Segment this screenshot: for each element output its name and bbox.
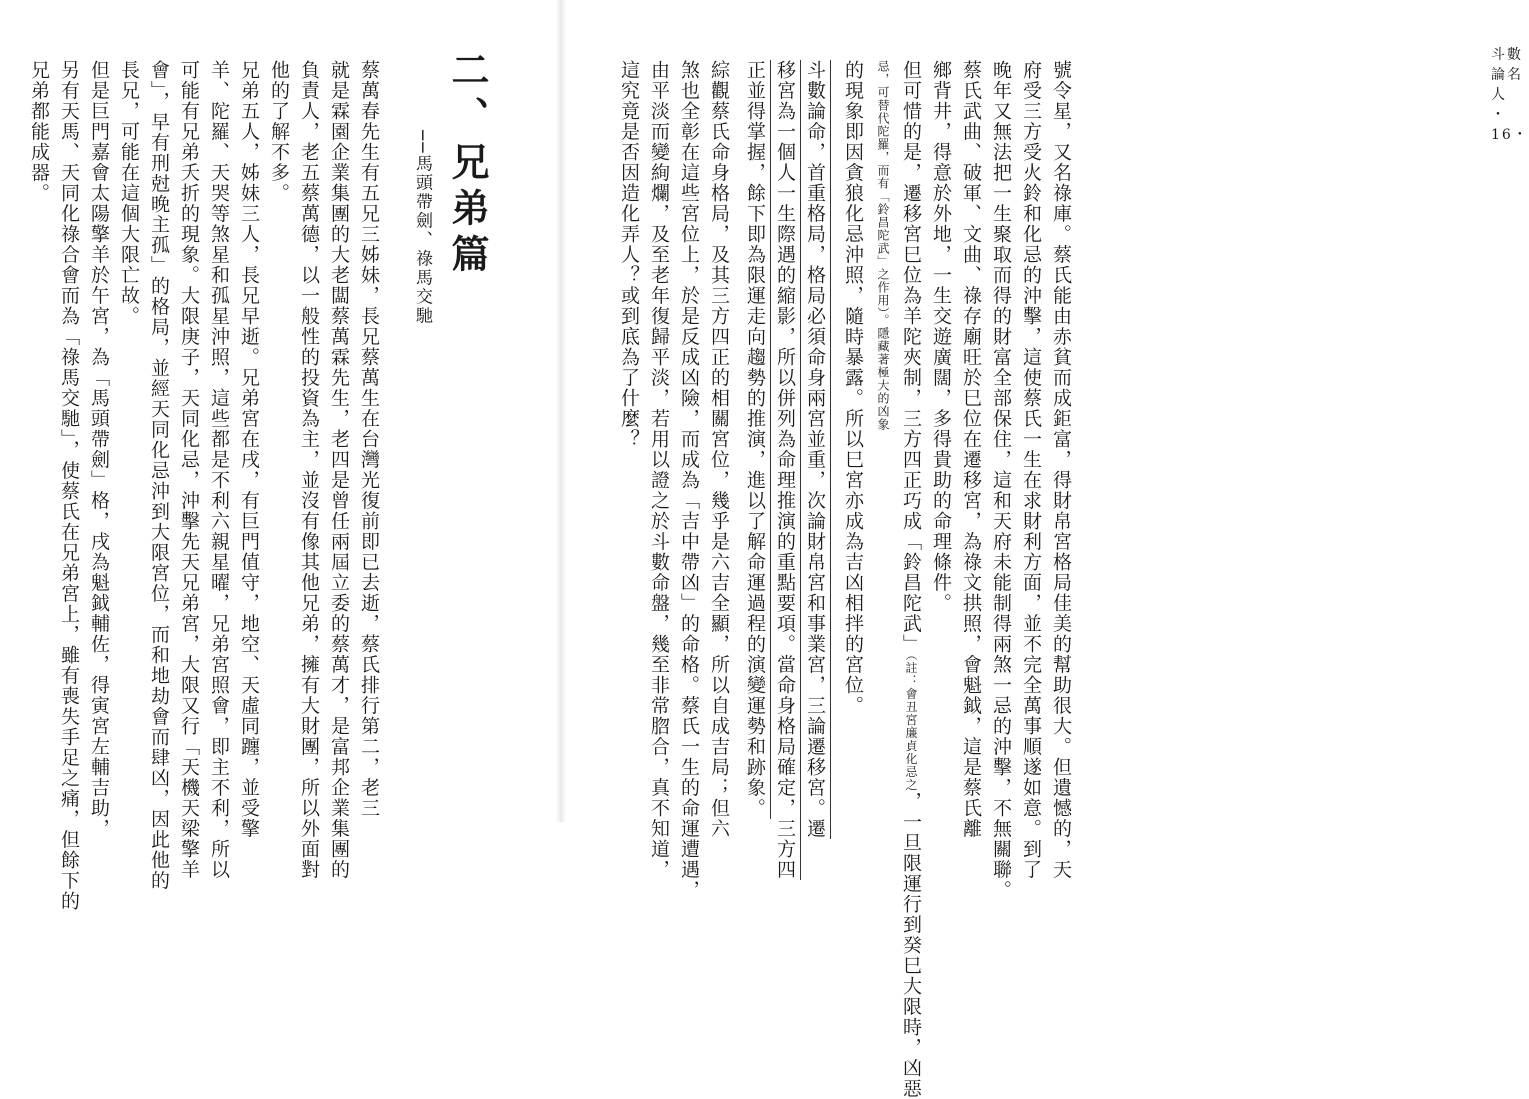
text-column: 這究竟是否因造化弄人？或到底為了什麼？ (616, 60, 642, 450)
text-column: 負責人，老五蔡萬德，以一般性的投資為主，並沒有像其他兄弟，擁有大財團，所以外面對 (296, 60, 322, 880)
page-header (1491, 44, 1529, 144)
text-column: 兄弟都能成器。 (26, 60, 52, 204)
text-column: 長兄，可能在這個大限亡故。 (116, 60, 142, 327)
text-column: 可能有兄弟夭折的現象。大限庚子，天同化忌，沖擊先天兄弟宮，大限又行「天機天梁擎羊 (176, 60, 202, 880)
annotation-note: （註：會丑宮廉貞化忌之 (904, 655, 918, 792)
text-column: 鄉背井，得意於外地，一生交遊廣闊，多得貴助的命理條件。 (928, 60, 954, 614)
text-column: 煞也全彰在這些宮位上，於是反成凶險，而成為「吉中帶凶」的命格。蔡氏一生的命運遭遇， (676, 60, 702, 901)
text-column: 另有天馬、天同化祿合會而為「祿馬交馳」，使蔡氏在兄弟宮上，雖有喪失手足之痛，但餘下的 (56, 60, 82, 912)
text-column: 蔡氏武曲、破軍、文曲、祿存廟旺於巳位在遷移宮，為祿文拱照，會魁鉞，這是蔡氏離 (958, 60, 984, 839)
text-column: 斗數論命，首重格局，格局必須命身兩宮並重，次論財帛宮和事業宮，三論遷移宮。遷 (802, 60, 831, 839)
text-column: 晚年又無法把一生聚取而得的財富全部保住，這和天府未能制得兩煞一忌的沖擊，不無關聯。 (988, 60, 1014, 901)
text-run: ，一旦限運行到癸巳大限時，凶惡 (900, 792, 922, 1099)
text-column: 他的了解不多。 (266, 60, 292, 204)
annotation-column: 忌，可替代陀羅，而有「鈴昌陀武」之作用）。隱藏著極大的凶象 (870, 60, 896, 431)
page-number: ・16・ (1491, 107, 1529, 143)
text-column: 府受三方受火鈴和化忌的沖擊，這使蔡氏一生在求財利方面，並不完全萬事順遂如意。到了 (1018, 60, 1044, 880)
text-column (898, 60, 924, 1099)
text-column: 正並得掌握，餘下即為限運走向趨勢的推演，進以了解命運過程的演變運勢和跡象。 (742, 60, 771, 819)
text-run: 但可惜的是，遷移宮巳位為羊陀夾制，三方四正巧成「鈴昌陀武」 (900, 60, 922, 655)
text-column: 兄弟五人，姊妹三人，長兄早逝。兄弟宮在戌，有巨門值守，地空、天虛同躔，並受擎 (236, 60, 262, 839)
right-page (566, 0, 1126, 822)
text-column: 但是巨門嘉會太陽擎羊於午宮，為「馬頭帶劍」格，戌為魁鉞輔佐，得寅宮左輔吉助， (86, 60, 112, 839)
text-column: 號令星，又名祿庫。蔡氏能由赤貧而成鉅富，得財帛宮格局佳美的幫助很大。但遺憾的，天 (1048, 60, 1074, 880)
chapter-subtitle: ──馬頭帶劍、祿馬交馳 (410, 130, 435, 325)
text-column: 綜觀蔡氏命身格局，及其三方四正的相關宮位，幾乎是六吉全顯，所以自成吉局；但六 (706, 60, 732, 839)
chapter-title: 二、兄弟篇 (440, 50, 495, 280)
text-column: 蔡萬春先生有五兄三姊妹，長兄蔡萬生在台灣光復前即已去逝，蔡氏排行第二，老三 (356, 60, 382, 819)
text-column: 羊、陀羅、天哭等煞星和孤星沖照，這些都是不利六親星曜，兄弟宮照會，即主不利，所以 (206, 60, 232, 880)
text-column: 的現象即因貪狼化忌沖照，隨時暴露。所以巳宮亦成為吉凶相拌的宮位。 (840, 60, 866, 716)
text-column: 移宮為一個人一生際遇的縮影，所以併列為命理推演的重點要項。當命身格局確定，三方四 (772, 60, 801, 880)
text-column: 會」，早有刑尅晚主孤」的格局，並經天同化忌沖到大限宮位，而和地劫會而肆凶，因此他的 (146, 60, 172, 891)
text-column: 由平淡而變絢爛，及至老年復歸平淡，若用以證之於斗數命盤，幾至非常脗合，真不知道， (646, 60, 672, 880)
text-column: 就是霖園企業集團的大老闆蔡萬霖先生，老四是曾任兩屆立委的蔡萬才，是富邦企業集團的 (326, 60, 352, 880)
left-page (0, 0, 560, 822)
book-title: 斗數論名人 (1491, 47, 1523, 103)
